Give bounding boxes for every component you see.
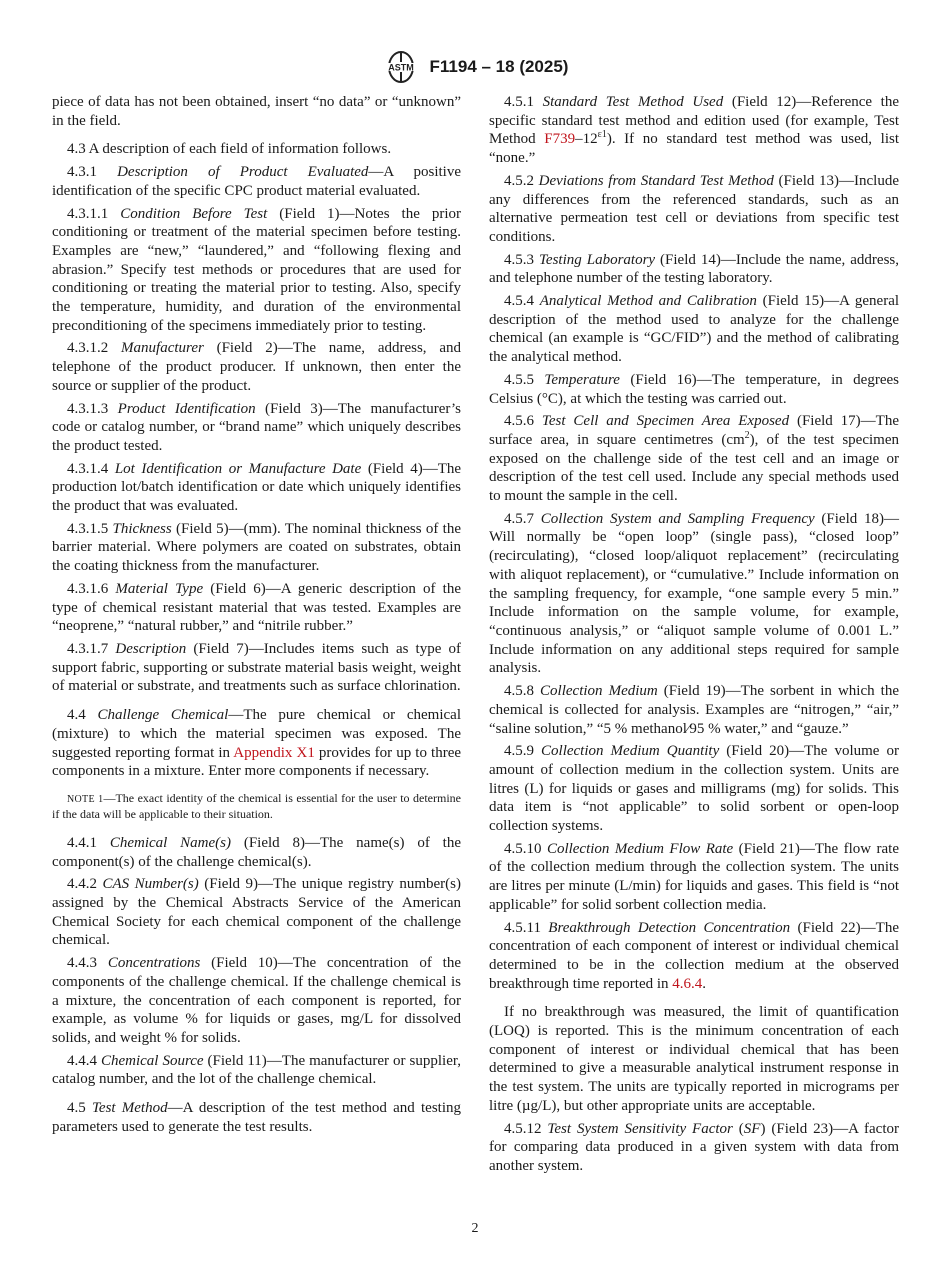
paragraph-4-3-1-3: 4.3.1.3 Product Identification (Field 3)—The manufacturer’s code or catalog number, or “brand name” which uniquely describes the product tested.	[52, 400, 461, 454]
page-header	[0, 50, 950, 84]
paragraph-4-3-1-6: 4.3.1.6 Material Type (Field 6)—A generic description of the type of chemical resistant material that was tested. Examples are “neoprene,” “natural rubber,” and “nitrile rubber.”	[52, 580, 462, 635]
appendix-x1-link[interactable]: Appendix X1	[233, 744, 315, 761]
page-number: 2	[471, 1221, 479, 1236]
note-1: NOTE 1—The exact identity of the chemical is essential for the user to determine if the data will be applicable to their situation.	[52, 790, 461, 821]
paragraph-4-5-12: 4.5.12 Test System Sensitivity Factor (SF) (Field 23)—A factor for comparing data produced in a given system with data from another system.	[489, 1120, 899, 1174]
paragraph-4-5-6: 4.5.6 Test Cell and Specimen Area Exposed (Field 17)—The surface area, in square centimetres $(cm^2)$, of the test specimen exposed on the challenge side of the test cell and an image or description of the test cell used. Include any special methods used to mount the sample in the cell.	[489, 413, 899, 505]
paragraph-4-5-7: 4.5.7 Collection System and Sampling Frequency (Field 18)—Will normally be “open loop” (single pass), “closed loop” (recirculating), “closed loop/aliquot replacement” (recirculating with aliquot replacement), or “cumulative.” Include information on the sampling frequency, for example, “one sample every 5 min.” Include information on the sample volume, for example, “continuous analysis,” or “aliquot sample volume of 0.001 L.” Include information on any additional steps required for sample analysis.	[489, 510, 900, 677]
paragraph-4-5-11: 4.5.11 Breakthrough Detection Concentration (Field 22)—The concentration of each component of interest or individual chemical determined to be in the collection medium at the observed breakthrough time reported in 4.6.4.	[489, 919, 899, 992]
left-column	[52, 93, 461, 1140]
paragraph-4-5-2: 4.5.2 Deviations from Standard Test Method (Field 13)—Include any differences from the referenced standards, such as an alternative permeation test cell or deviations from specific test conditions.	[489, 172, 899, 245]
paragraph-4-4-3: 4.4.3 Concentrations (Field 10)—The concentration of the components of the challenge chemical. If the challenge chemical is a mixture, the concentration of each component is reported, for example, as volume % for liquids or gases, mg/L for dissolved solids, and weight % for solids.	[52, 955, 461, 1046]
paragraph-loq: If no breakthrough was measured, the limit of quantification (LOQ) is reported. This is the minimum concentration of each component of interest or individual chemical that has been determined to give a measurable analytical instrument response in the test system. The units are typically reported in micrograms per litre (µg/L), but other appropriate units are acceptable.	[489, 1004, 899, 1114]
paragraph-4-5-10: 4.5.10 Collection Medium Flow Rate (Field 21)—The flow rate of the collection medium through the collection system. The units are litres per minute (L/min) for liquids and gases. This field is “not applicable” for solid sorbent collection media.	[489, 840, 900, 913]
paragraph-4-5-8: 4.5.8 Collection Medium (Field 19)—The sorbent in which the chemical is collected for analysis. Examples are “nitrogen,” “air,” “saline solution,” “5 % methanol⁄95 % water,” and “gauze.”	[489, 683, 899, 737]
paragraph-4-5-9: 4.5.9 Collection Medium Quantity (Field 20)—The volume or amount of collection medium in the collection system. Units are litres (L) for liquids or gases and milligrams (mg) for solids. This data item is “not applicable” to solid sorbent or open-loop collection systems.	[489, 743, 899, 835]
paragraph-4-3-1-2: 4.3.1.2 Manufacturer (Field 2)—The name, address, and telephone of the product producer. If unknown, then enter the source or supplier of the product.	[52, 340, 462, 394]
paragraph-4-4-1: 4.4.1 Chemical Name(s) (Field 8)—The name(s) of the component(s) of the challenge chemical(s).	[52, 834, 461, 870]
paragraph-4-3-1-1: 4.3.1.1 Condition Before Test (Field 1)—Notes the prior conditioning or treatment of the material specimen before testing. Examples are “new,” “laundered,” and “following flexing and abrasion.” Specify test methods or procedures that are used for conditioning or treating the material prior to testing. Also, specify the temperature, humidity, and duration of the environmental preconditioning of the specimens immediately prior to testing.	[52, 205, 461, 334]
svg-text:ASTM: ASTM	[387, 62, 414, 73]
paragraph-4-3-1-4: 4.3.1.4 Lot Identification or Manufacture Date (Field 4)—The production lot/batch identification or date which uniquely identifies the product that was evaluated.	[52, 460, 462, 515]
f739-link[interactable]: F739	[544, 131, 576, 148]
paragraph-continuation: piece of data has not been obtained, insert “no data” or “unknown” in the field.	[52, 94, 461, 129]
paragraph-4-4: 4.4 Challenge Chemical—The pure chemical or chemical (mixture) to which the material specimen was exposed. The suggested reporting format in Appendix X1 provides for up to three components in a mixture. Enter more components if necessary.	[52, 707, 462, 780]
paragraph-4-5-5: 4.5.5 Temperature (Field 16)—The temperature, in degrees Celsius (°C), at which the testing was carried out.	[489, 371, 899, 407]
paragraph-4-5-4: 4.5.4 Analytical Method and Calibration (Field 15)—A general description of the method used to analyze for the challenge chemical (an example is “GC/FID”) and the method of calibrating the analytical method.	[489, 293, 900, 366]
paragraph-4-4-4: 4.4.4 Chemical Source (Field 11)—The manufacturer or supplier, catalog number, and the lot of the challenge chemical.	[52, 1052, 461, 1088]
paragraph-4-3-1: 4.3.1 Description of Product Evaluated—A positive identification of the specific CPC product material evaluated.	[52, 164, 462, 199]
standard-designation: F1194 – 18 (2025)	[429, 57, 569, 76]
astm-logo-icon	[382, 50, 420, 84]
paragraph-4-3: 4.3 A description of each field of information follows.	[67, 141, 392, 158]
paragraph-4-5-3: 4.5.3 Testing Laboratory (Field 14)—Include the name, address, and telephone number of the testing laboratory.	[489, 251, 899, 287]
paragraph-4-4-2: 4.4.2 CAS Number(s) (Field 9)—The unique registry number(s) assigned by the Chemical Abstracts Service of the American Chemical Society for each chemical component of the challenge chemical.	[52, 876, 462, 949]
section-4-6-4-link[interactable]: 4.6.4	[672, 975, 703, 992]
paragraph-4-5: 4.5 Test Method—A description of the test method and testing parameters used to generate the test results.	[52, 1100, 461, 1135]
right-column	[489, 93, 899, 1180]
paragraph-4-3-1-5: 4.3.1.5 Thickness (Field 5)—(mm). The nominal thickness of the barrier material. Where polymers are coated on substrates, obtain the coating thickness from the manufacturer.	[52, 520, 461, 575]
paragraph-4-3-1-7: 4.3.1.7 Description (Field 7)—Includes items such as type of support fabric, supporting or substrate material basis weight, weight of material or substrate, and treatments such as surface chlorination.	[52, 640, 461, 695]
paragraph-4-5-1: 4.5.1 Standard Test Method Used (Field 12)—Reference the specific standard test method and edition used (for example, Test Method $F739-12^{\varepsilon 1}$). If no standard test method was used, list “none.”	[489, 94, 900, 167]
